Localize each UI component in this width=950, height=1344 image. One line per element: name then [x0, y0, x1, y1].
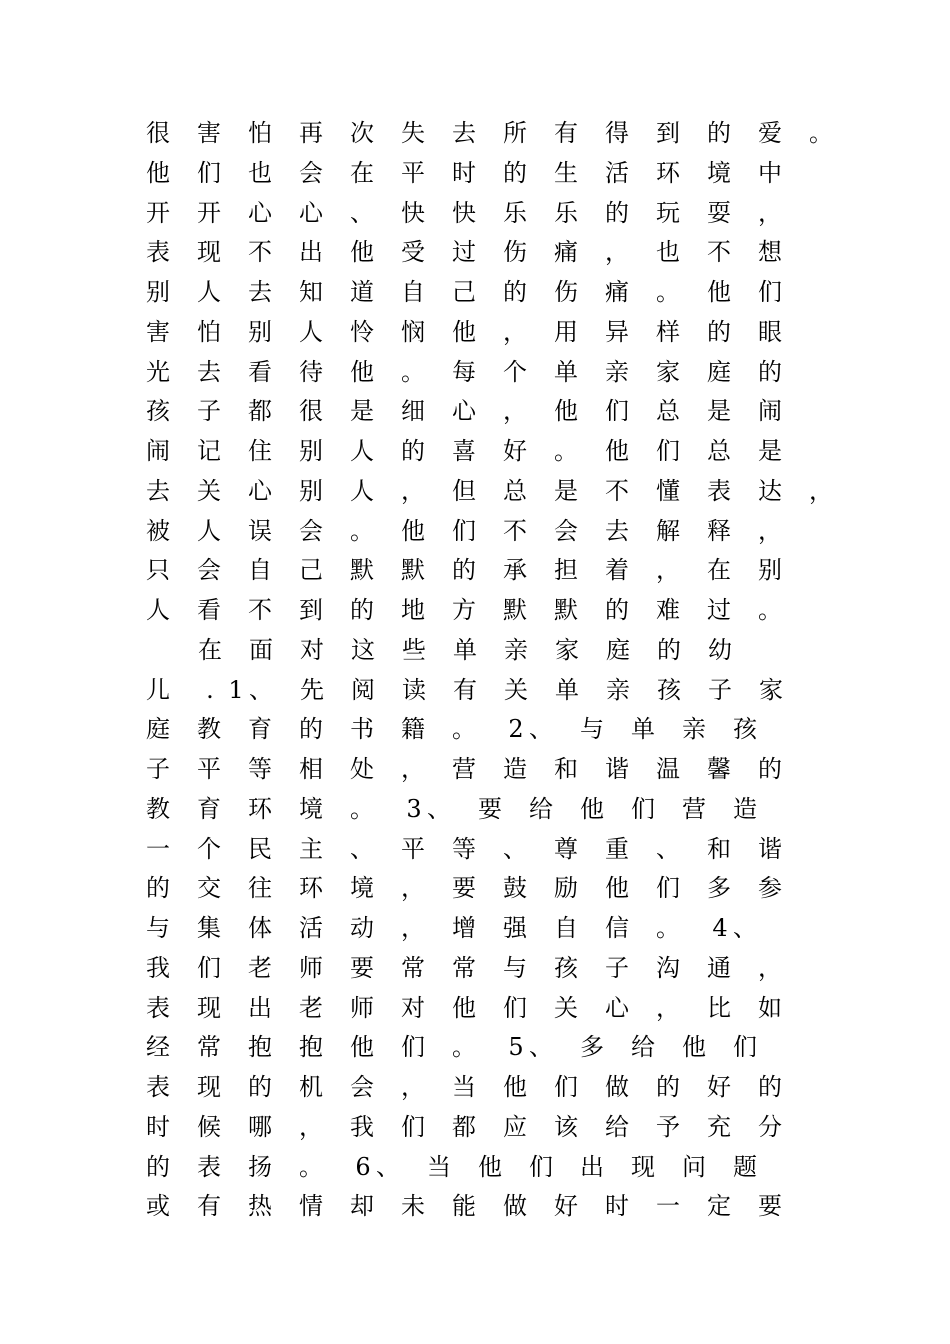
- text-line: 闹 记 住 别 人 的 喜 好 。 他 们 总 是: [146, 437, 782, 465]
- text-line: 我 们 老 师 要 常 常 与 孩 子 沟 通 ，: [146, 953, 782, 982]
- text-line: 庭 教 育 的 书 籍 。 2 、 与 单 亲 孩: [146, 715, 757, 744]
- text-line: 人 看 不 到 的 地 方 默 默 的 难 过 。: [146, 596, 782, 624]
- text-line: 子 平 等 相 处 ， 营 造 和 谐 温 馨 的: [146, 755, 782, 783]
- text-line: 光 去 看 待 他 。 每 个 单 亲 家 庭 的: [146, 357, 782, 386]
- text-line: 害 怕 别 人 怜 悯 他 ， 用 异 样 的 眼: [146, 317, 782, 346]
- text-line: 表 现 出 老 师 对 他 们 关 心 ， 比 如: [146, 993, 782, 1022]
- text-line: 孩 子 都 很 是 细 心 ， 他 们 总 是 闹: [146, 397, 782, 426]
- text-line: 表 现 不 出 他 受 过 伤 痛 ， 也 不 想: [146, 238, 782, 267]
- text-line: 教 育 环 境 。 3 、 要 给 他 们 营 造: [146, 794, 757, 823]
- text-line: 他 们 也 会 在 平 时 的 生 活 环 境 中: [146, 158, 782, 187]
- body-text: [146, 114, 846, 1227]
- text-line: 与 集 体 活 动 ， 增 强 自 信 。 4 、: [146, 914, 757, 942]
- text-line: 去 关 心 别 人 ， 但 总 是 不 懂 表 达 ，: [146, 476, 833, 505]
- text-line: 一 个 民 主 、 平 等 、 尊 重 、 和 谐: [146, 834, 782, 863]
- text-line: 开 开 心 心 、 快 快 乐 乐 的 玩 耍 ，: [146, 198, 782, 227]
- text-line: 被 人 误 会 。 他 们 不 会 去 解 释 ，: [146, 516, 782, 545]
- text-line: 的 表 扬 。 6 、 当 他 们 出 现 问 题: [146, 1152, 757, 1181]
- text-line: 只 会 自 己 默 默 的 承 担 着 ， 在 别: [146, 556, 782, 585]
- text-line: 经 常 抱 抱 他 们 。 5 、 多 给 他 们: [146, 1033, 757, 1062]
- text-line: 很 害 怕 再 次 失 去 所 有 得 到 的 爱 。: [146, 119, 833, 147]
- text-line: 的 交 往 环 境 ， 要 鼓 励 他 们 多 参: [146, 874, 782, 903]
- text-line: 别 人 去 知 道 自 己 的 伤 痛 。 他 们: [146, 278, 782, 306]
- text-line: 或 有 热 情 却 未 能 做 好 时 一 定 要: [146, 1192, 782, 1221]
- text-line: 时 候 哪 ， 我 们 都 应 该 给 予 充 分: [146, 1112, 782, 1141]
- text-line: 在 面 对 这 些 单 亲 家 庭 的 幼: [198, 635, 732, 664]
- text-line: 表 现 的 机 会 ， 当 他 们 做 的 好 的: [146, 1073, 782, 1101]
- text-line: 儿 . 1 、 先 阅 读 有 关 单 亲 孩 子 家: [146, 675, 783, 704]
